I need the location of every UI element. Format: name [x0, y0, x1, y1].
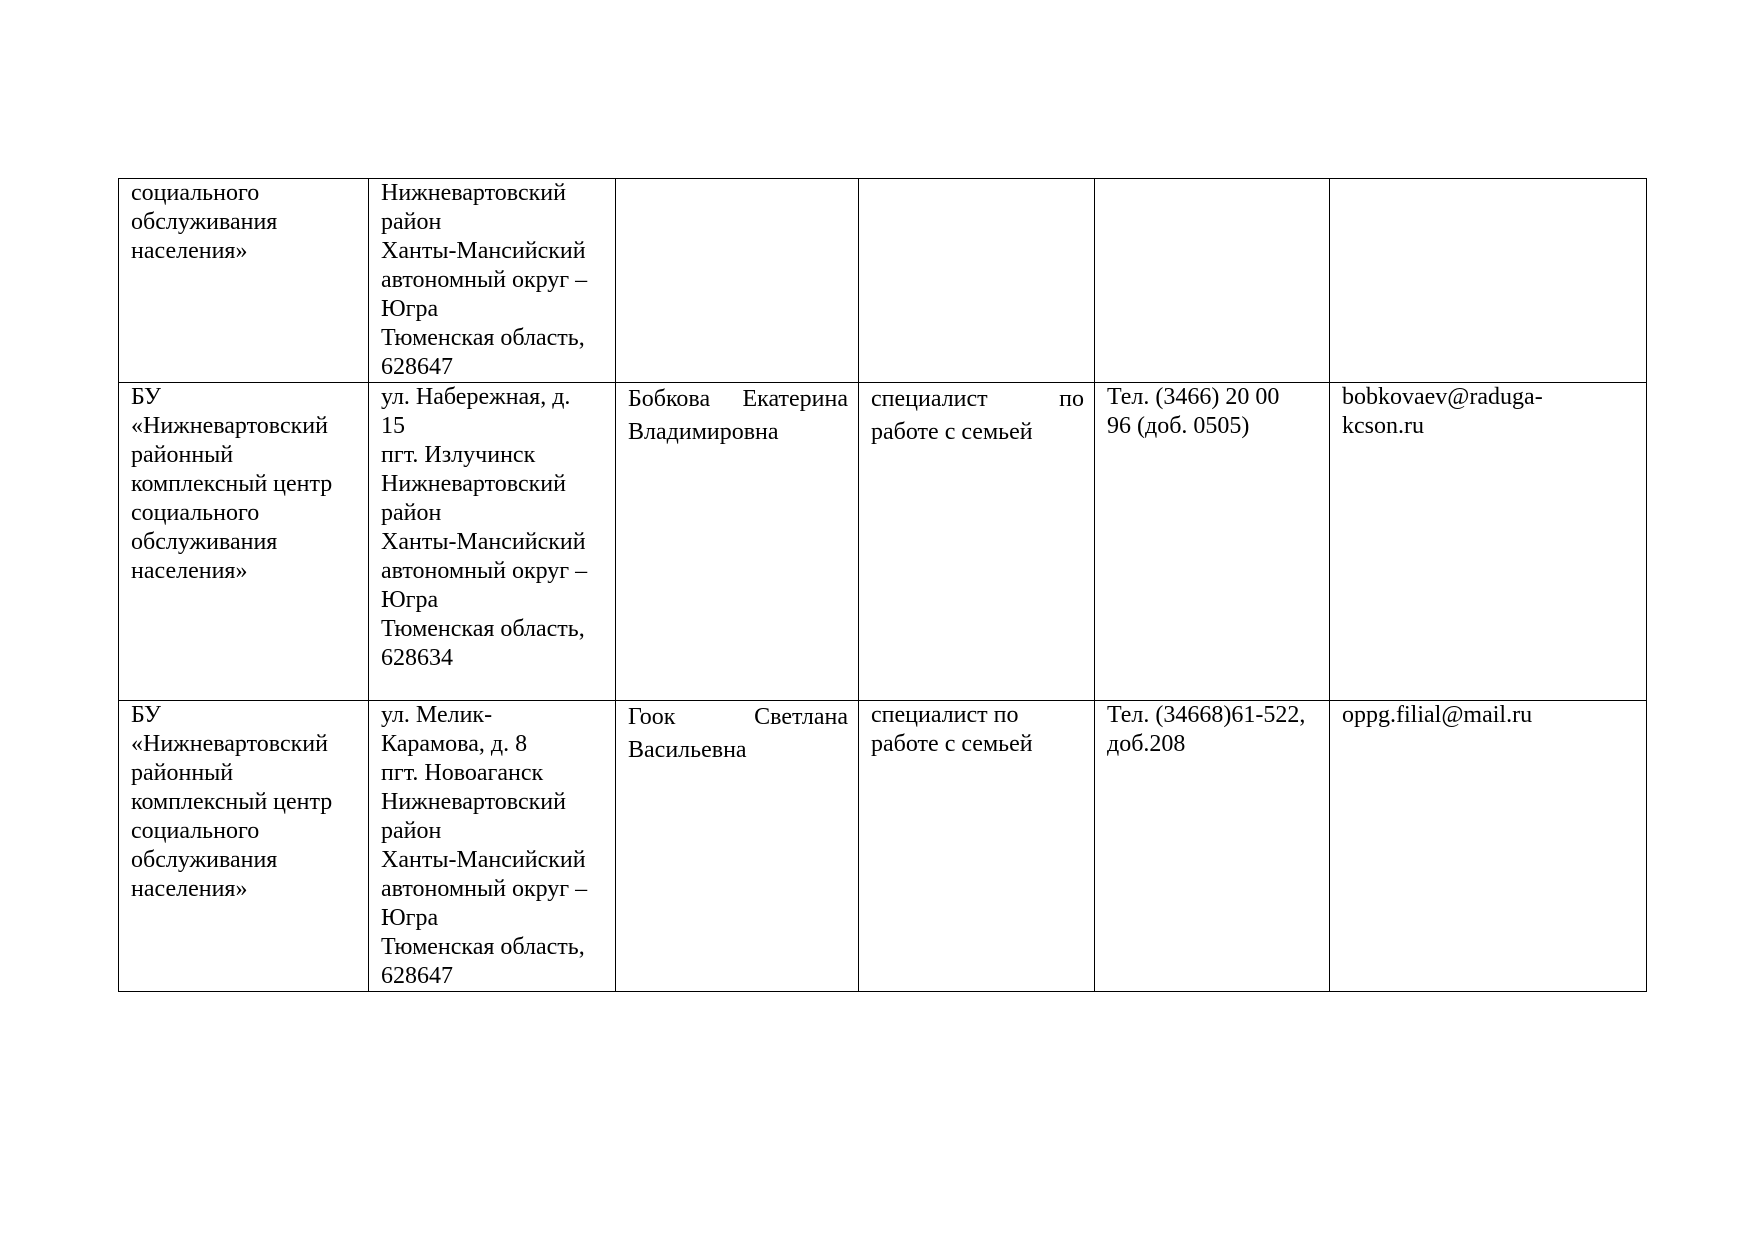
person-name-line1: Гоок Светлана [628, 704, 848, 730]
person-name-line2: Владимировна [628, 419, 779, 445]
table-row [119, 179, 1647, 383]
phone-cell [1095, 383, 1330, 701]
email-cell [1330, 179, 1647, 383]
table-row [119, 383, 1647, 701]
organization-cell [119, 701, 369, 992]
address-cell [369, 701, 616, 992]
email-cell [1330, 701, 1647, 992]
address-text: ул. Набережная, д. 15 пгт. Излучинск Нижневартовский район Ханты-Мансийский автономный округ – Югра Тюменская область, 628634 [381, 384, 588, 671]
position-line2: работе с семьей [871, 419, 1033, 445]
email-cell [1330, 383, 1647, 701]
table-row [119, 701, 1647, 992]
address-text: ул. Мелик- Карамова, д. 8 пгт. Новоаганск Нижневартовский район Ханты-Мансийский автономный округ – Югра Тюменская область, 628647 [381, 702, 588, 989]
phone-text: Тел. (34668)61-522, доб.208 [1107, 702, 1306, 757]
address-text: Нижневартовский район Ханты-Мансийский автономный округ – Югра Тюменская область, 628647 [381, 180, 588, 380]
organization-cell [119, 383, 369, 701]
organization-text: социального обслуживания населения» [131, 180, 278, 264]
position-cell [859, 701, 1095, 992]
phone-cell [1095, 701, 1330, 992]
person-cell [616, 383, 859, 701]
position-cell [859, 383, 1095, 701]
email-link: oppg.filial@mail.ru [1342, 702, 1533, 728]
contacts-table [118, 178, 1647, 992]
position-line1: специалист по [871, 702, 1019, 728]
phone-text: Тел. (3466) 20 00 96 (доб. 0505) [1107, 384, 1280, 439]
person-cell [616, 179, 859, 383]
position-line1: специалист по [871, 386, 1084, 412]
address-cell [369, 179, 616, 383]
position-line2: работе с семьей [871, 731, 1033, 757]
person-name-line1: Бобкова Екатерина [628, 386, 848, 412]
position-cell [859, 179, 1095, 383]
organization-text: БУ «Нижневартовский районный комплексный центр социального обслуживания населения» [131, 384, 333, 584]
organization-cell [119, 179, 369, 383]
email-link: bobkovaev@raduga- kcson.ru [1342, 384, 1543, 439]
person-cell [616, 701, 859, 992]
person-name-line2: Васильевна [628, 737, 747, 763]
organization-text: БУ «Нижневартовский районный комплексный центр социального обслуживания населения» [131, 702, 333, 902]
address-cell [369, 383, 616, 701]
phone-cell [1095, 179, 1330, 383]
